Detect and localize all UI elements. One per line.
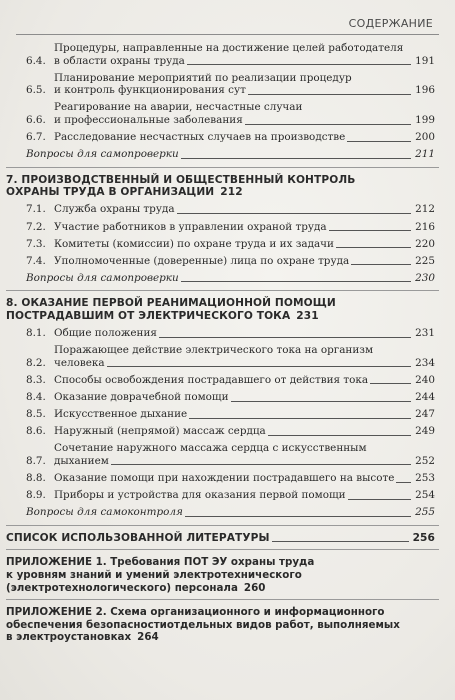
- section-divider: [6, 549, 439, 550]
- page-number: 212: [415, 203, 435, 216]
- page-number: 255: [415, 506, 435, 519]
- page-number: 260: [243, 581, 266, 594]
- toc-entry-6-7[interactable]: 6.7. Расследование несчастных случаев на производстве 200: [26, 131, 435, 144]
- dot-leader: [189, 418, 411, 419]
- section-title: СОДЕРЖАНИЕ: [348, 17, 433, 30]
- dot-leader: [107, 366, 412, 367]
- toc-entry-8-1[interactable]: 8.1. Общие положения 231: [26, 327, 435, 340]
- toc-entry-ch6-questions[interactable]: Вопросы для самопроверки 211: [26, 148, 435, 161]
- dot-leader: [336, 247, 411, 248]
- table-of-contents: [0, 42, 455, 648]
- page-number: 253: [415, 471, 435, 484]
- page-number: 212: [220, 186, 243, 199]
- toc-entry-ch7-questions[interactable]: Вопросы для самопроверки 230: [26, 271, 435, 284]
- toc-entry-6-4[interactable]: 6.4. Процедуры, направленные на достижение целей работодателя в области охраны труда 191: [26, 42, 435, 67]
- toc-entry-8-2[interactable]: 8.2. Поражающее действие электрического тока на организм человека 234: [26, 344, 435, 369]
- toc-entry-6-5[interactable]: 6.5. Планирование мероприятий по реализации процедур и контроль функционирования сут 196: [26, 71, 435, 97]
- page-number: 230: [415, 271, 435, 284]
- dot-leader: [187, 64, 411, 65]
- dot-leader: [351, 264, 411, 265]
- page-number: 264: [137, 631, 159, 644]
- toc-chapter-7[interactable]: 7. ПРОИЗВОДСТВЕННЫЙ И ОБЩЕСТВЕННЫЙ КОНТРОЛЬ ОХРАНЫ ТРУДА В ОРГАНИЗАЦИИ 212: [6, 173, 356, 199]
- dot-leader: [347, 141, 411, 142]
- dot-leader: [370, 383, 411, 384]
- page-number: 211: [415, 148, 435, 161]
- toc-entry-8-4[interactable]: 8.4. Оказание доврачебной помощи 244: [26, 390, 435, 403]
- page-number: 244: [415, 390, 435, 403]
- dot-leader: [329, 230, 412, 231]
- page-number: 252: [415, 454, 435, 467]
- toc-entry-7-3[interactable]: 7.3. Комитеты (комиссии) по охране труда и их задачи 220: [26, 237, 435, 250]
- page-number: 220: [415, 237, 435, 250]
- dot-leader: [272, 541, 409, 542]
- toc-entry-8-8[interactable]: 8.8. Оказание помощи при нахождении пострадавшего на высоте 253: [26, 471, 435, 484]
- page-number: 249: [415, 425, 435, 438]
- dot-leader: [245, 124, 411, 125]
- dot-leader: [268, 435, 411, 436]
- section-divider: [6, 599, 439, 600]
- dot-leader: [348, 499, 412, 500]
- toc-appendix-2[interactable]: ПРИЛОЖЕНИЕ 2. Схема организационного и информационного обеспечения безопасностиотдельных видов работ, выполняемых в электроустановках 264: [6, 606, 400, 644]
- toc-entry-8-7[interactable]: 8.7. Сочетание наружного массажа сердца с искусственным дыханием 252: [26, 442, 435, 467]
- dot-leader: [185, 516, 411, 517]
- dot-leader: [177, 213, 412, 214]
- toc-chapter-8[interactable]: 8. ОКАЗАНИЕ ПЕРВОЙ РЕАНИМАЦИОННОЙ ПОМОЩИ ПОСТРАДАВШИМ ОТ ЭЛЕКТРИЧЕСКОГО ТОКА 231: [6, 297, 336, 322]
- header-rule: [16, 34, 439, 35]
- page-number: 231: [296, 310, 319, 322]
- toc-entry-8-3[interactable]: 8.3. Способы освобождения пострадавшего от действия тока 240: [26, 373, 435, 386]
- toc-entry-8-6[interactable]: 8.6. Наружный (непрямой) массаж сердца 249: [26, 425, 435, 438]
- toc-entry-7-2[interactable]: 7.2. Участие работников в управлении охраной труда 216: [26, 220, 435, 233]
- toc-entry-7-4[interactable]: 7.4. Уполномоченные (доверенные) лица по охране труда 225: [26, 254, 435, 267]
- section-divider: [6, 290, 439, 291]
- page-number: 196: [415, 84, 435, 97]
- page-number: 256: [412, 531, 435, 544]
- dot-leader: [396, 482, 411, 483]
- dot-leader: [231, 401, 412, 402]
- dot-leader: [111, 464, 411, 465]
- page-number: 254: [415, 489, 435, 502]
- page-number: 200: [415, 131, 435, 144]
- dot-leader: [181, 158, 411, 159]
- toc-literature[interactable]: СПИСОК ИСПОЛЬЗОВАННОЙ ЛИТЕРАТУРЫ 256: [6, 531, 435, 544]
- dot-leader: [181, 281, 411, 282]
- toc-entry-6-6[interactable]: 6.6. Реагирование на аварии, несчастные случаи и профессиональные заболевания 199: [26, 101, 435, 126]
- toc-entry-8-5[interactable]: 8.5. Искусственное дыхание 247: [26, 408, 435, 421]
- page-number: 216: [415, 220, 435, 233]
- toc-entry-8-9[interactable]: 8.9. Приборы и устройства для оказания первой помощи 254: [26, 489, 435, 502]
- page-number: 234: [415, 356, 435, 369]
- section-divider: [6, 167, 439, 168]
- page-number: 247: [415, 408, 435, 421]
- page-number: 191: [415, 54, 435, 67]
- toc-entry-7-1[interactable]: 7.1. Служба охраны труда 212: [26, 203, 435, 216]
- toc-entry-ch8-questions[interactable]: Вопросы для самоконтроля 255: [26, 506, 435, 519]
- page-number: 225: [415, 254, 435, 267]
- toc-appendix-1[interactable]: ПРИЛОЖЕНИЕ 1. Требования ПОТ ЭУ охраны труда к уровням знаний и умений электротехнического (электротехнологического) персонала 260: [6, 556, 315, 594]
- section-divider: [6, 525, 439, 526]
- dot-leader: [248, 94, 411, 95]
- page-number: 240: [415, 373, 435, 386]
- page-number: 231: [415, 327, 435, 340]
- dot-leader: [159, 337, 411, 338]
- page-number: 199: [415, 113, 435, 126]
